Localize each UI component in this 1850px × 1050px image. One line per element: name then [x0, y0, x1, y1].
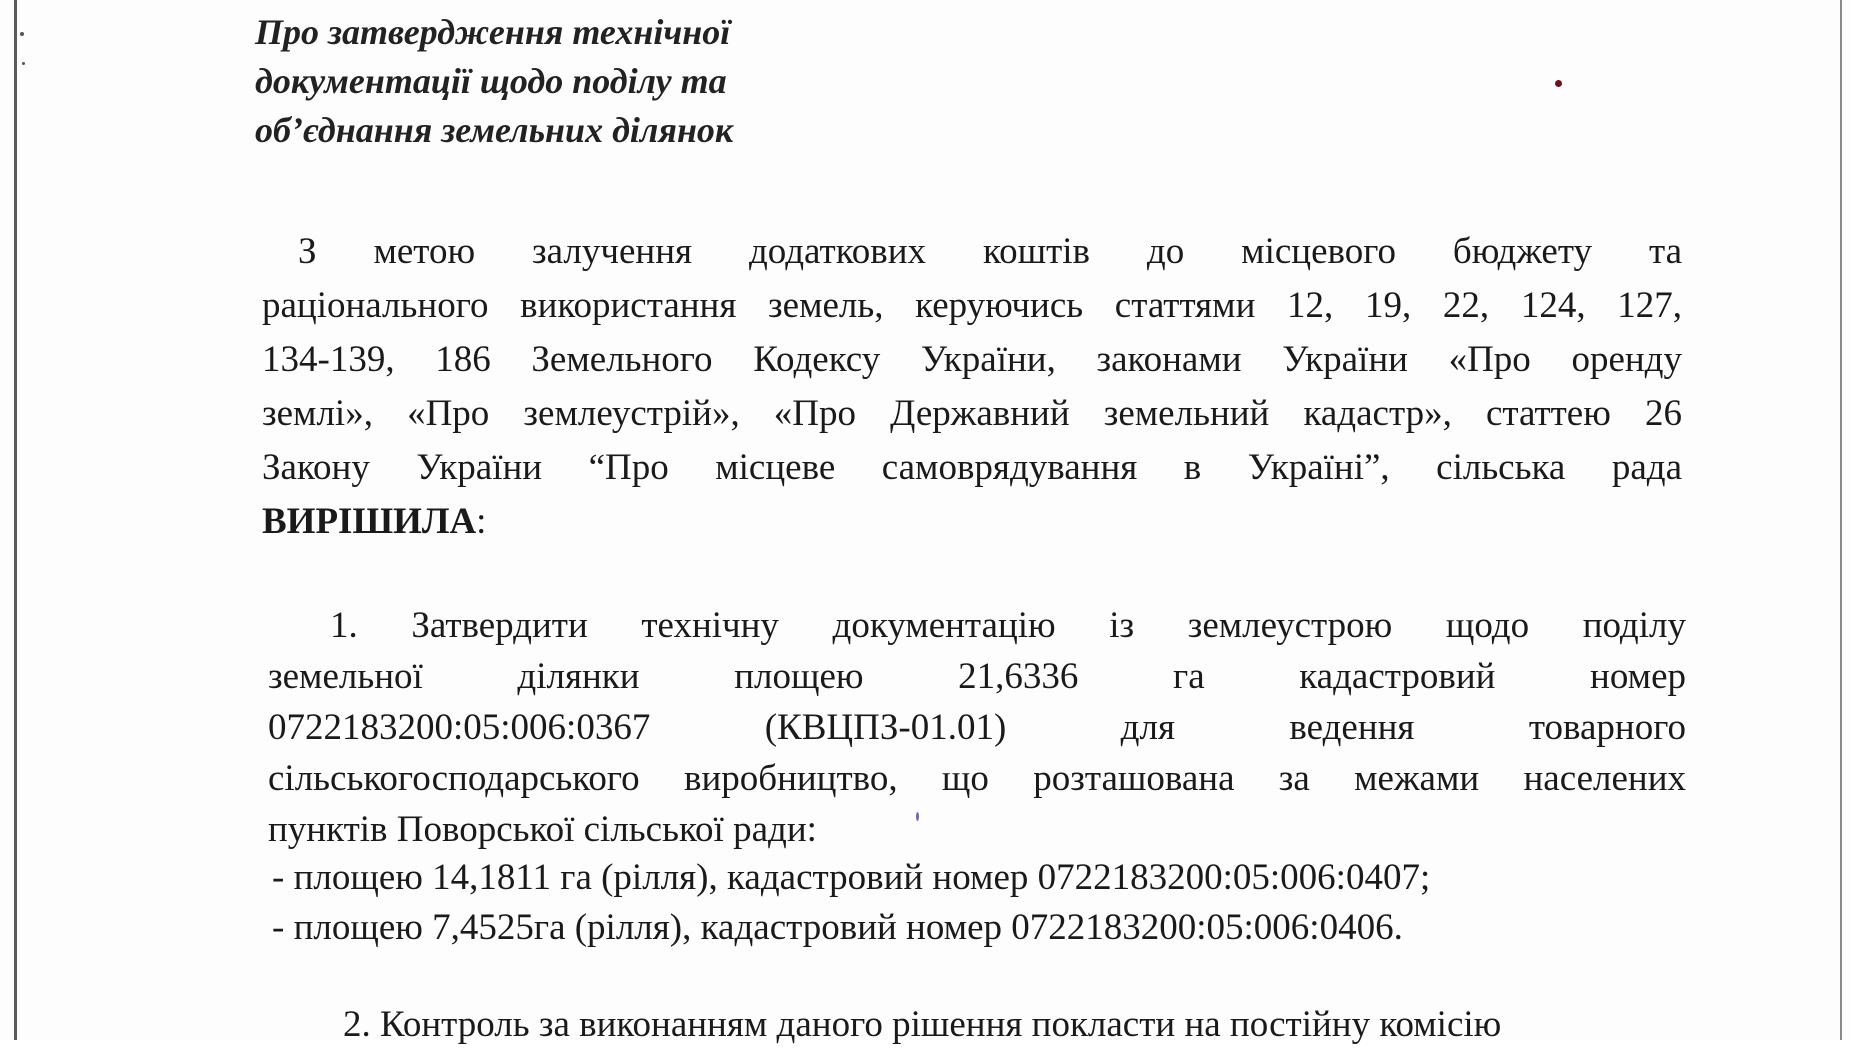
preamble-line: З метою залучення додаткових коштів до місцевого бюджету та [298, 231, 1682, 272]
preamble-line: землі», «Про землеустрій», «Про Державний земельний кадастр», статтею 26 [262, 393, 1682, 434]
title-line: документації щодо поділу та [255, 61, 727, 101]
decided-colon: : [476, 501, 487, 542]
item1-line: земельної ділянки площею 21,6336 га кадастровий номер [268, 656, 1686, 697]
title-line: об’єднання земельних ділянок [255, 110, 734, 150]
scan-speck [20, 32, 24, 36]
item1-line: пунктів Поворської сільської ради: [268, 809, 817, 850]
sub-item: - площею 7,4525га (рілля), кадастровий номер 0722183200:05:006:0406. [272, 907, 1403, 948]
document-title [255, 8, 955, 155]
scan-speck [1555, 80, 1562, 87]
scan-speck [22, 62, 25, 65]
preamble-line: раціонального використання земель, керуючись статтями 12, 19, 22, 124, 127, [262, 285, 1682, 326]
item1-line: сільськогосподарського виробництво, що розташована за межами населених [268, 758, 1686, 799]
decision-item-1 [268, 600, 1686, 855]
decided-word: ВИРІШИЛА [262, 501, 477, 542]
page-left-edge [14, 0, 17, 1040]
decision-item-2: 2. Контроль за виконанням даного рішення покласти на постійну комісію [343, 1004, 1502, 1045]
title-line: Про затвердження технічної [255, 12, 731, 52]
sub-item: - площею 14,1811 га (рілля), кадастровий номер 0722183200:05:006:0407; [272, 857, 1431, 898]
item1-line: 1. Затвердити технічну документацію із землеустрою щодо поділу [330, 605, 1686, 646]
preamble-line: 134-139, 186 Земельного Кодексу України, законами України «Про оренду [262, 339, 1682, 380]
preamble-line: Закону України “Про місцеве самоврядування в Україні”, сільська рада [262, 447, 1682, 488]
decision-line [262, 495, 1682, 549]
page-right-edge [1840, 0, 1842, 1040]
preamble-paragraph [262, 225, 1682, 549]
item1-line: 0722183200:05:006:0367 (КВЦПЗ-01.01) для ведення товарного [268, 707, 1686, 748]
